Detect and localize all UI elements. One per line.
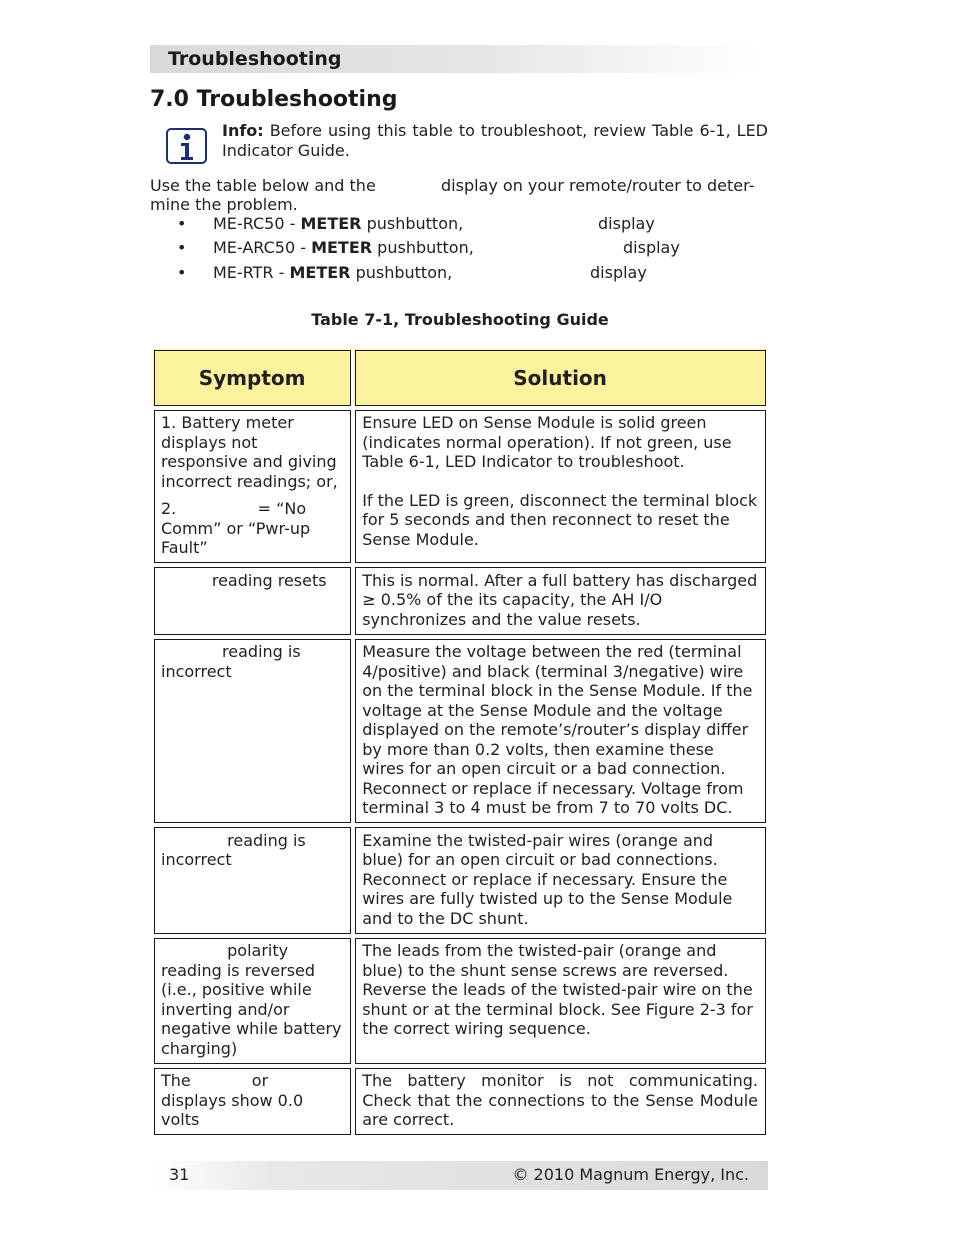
bullet-prefix: ME-RC50 -: [213, 214, 301, 233]
symptom-text: 2. = “No Comm” or “Pwr-up Fault”: [161, 499, 316, 557]
symptom-cell: [152, 408, 353, 566]
table-row: [152, 936, 768, 1066]
bullet-prefix: ME-RTR -: [213, 263, 290, 282]
intro-line1-a: Use the table below and the: [150, 176, 376, 195]
solution-cell: The battery monitor is not communicating. Check that the connections to the Sense Module are correct.: [353, 1066, 768, 1138]
table-row: [152, 1066, 768, 1138]
solution-cell: [353, 408, 768, 566]
symptom-cell: polarity reading is reversed (i.e., positive while inverting and/or negative while battery charging): [152, 936, 353, 1066]
bullet-suffix: pushbutton,: [350, 263, 453, 282]
intro-line2: mine the problem.: [150, 195, 298, 214]
table-row: [152, 565, 768, 637]
table-row: [152, 825, 768, 936]
table-caption: Table 7-1, Troubleshooting Guide: [311, 310, 609, 329]
symptom-text: 1. Battery meter displays not responsive and giving incorrect readings; or,: [161, 413, 338, 491]
solution-cell: The leads from the twisted-pair (orange and blue) to the shunt sense screws are reversed. Reverse the leads of the twisted-pair wire on the shunt or at the terminal block. See Figure 2-3 for the correct wiring sequence.: [353, 936, 768, 1066]
solution-cell: Measure the voltage between the red (terminal 4/positive) and black (terminal 3/negative) wire on the terminal block in the Sense Module. If the voltage at the Sense Module and the voltage displayed on the remote’s/router’s display differ by more than 0.2 volts, then examine these wires for an open circuit or a bad connection. Reconnect or replace if necessary. Voltage from terminal 3 to 4 must be from 7 to 70 volts DC.: [353, 637, 768, 826]
bullet-bold: METER: [300, 214, 362, 233]
solution-text: If the LED is green, disconnect the terminal block for 5 seconds and then reconnect to reset the Sense Module.: [362, 490, 758, 549]
bullet-bold: METER: [311, 238, 373, 257]
symptom-cell: The or displays show 0.0 volts: [152, 1066, 353, 1138]
info-label: Info:: [222, 121, 264, 140]
info-note: [222, 121, 768, 160]
table-row: [152, 637, 768, 826]
copyright: © 2010 Magnum Energy, Inc.: [512, 1165, 749, 1184]
solution-text: Ensure LED on Sense Module is solid green (indicates normal operation). If not green, use Table 6-1, LED Indicator to troubleshoot.: [362, 413, 732, 471]
table-row: [152, 408, 768, 566]
troubleshooting-table: [150, 346, 769, 1139]
bullet-tail: display: [623, 238, 680, 257]
header-symptom: Symptom: [152, 348, 353, 408]
page-number: 31: [169, 1165, 190, 1184]
page-footer: [150, 1161, 768, 1190]
symptom-cell: reading resets: [152, 565, 353, 637]
info-body: Before using this table to troubleshoot, review Table 6-1, LED Indicator Guide.: [222, 121, 768, 160]
solution-cell: This is normal. After a full battery has discharged ≥ 0.5% of the its capacity, the AH I/O synchronizes and the value resets.: [353, 565, 768, 637]
symptom-cell: reading is incorrect: [152, 637, 353, 826]
bullet-bold: METER: [289, 263, 351, 282]
bullet-suffix: pushbutton,: [361, 214, 464, 233]
solution-cell: Examine the twisted-pair wires (orange and blue) for an open circuit or bad connections. Reconnect or replace if necessary. Ensure the wires are fully twisted up to the Sense Module and to the DC shunt.: [353, 825, 768, 936]
bullet-tail: display: [590, 263, 647, 282]
section-header-bar: [150, 45, 760, 73]
page-heading: 7.0 Troubleshooting: [150, 87, 398, 112]
intro-line1-b: display on your remote/router to deter-: [441, 176, 755, 195]
table-header-row: [152, 348, 768, 408]
info-icon: [166, 128, 207, 164]
header-solution: Solution: [353, 348, 768, 408]
symptom-cell: reading is incorrect: [152, 825, 353, 936]
bullet-tail: display: [598, 214, 655, 233]
bullet-prefix: ME-ARC50 -: [213, 238, 312, 257]
section-header-title: Troubleshooting: [168, 48, 342, 70]
bullet-suffix: pushbutton,: [372, 238, 474, 257]
